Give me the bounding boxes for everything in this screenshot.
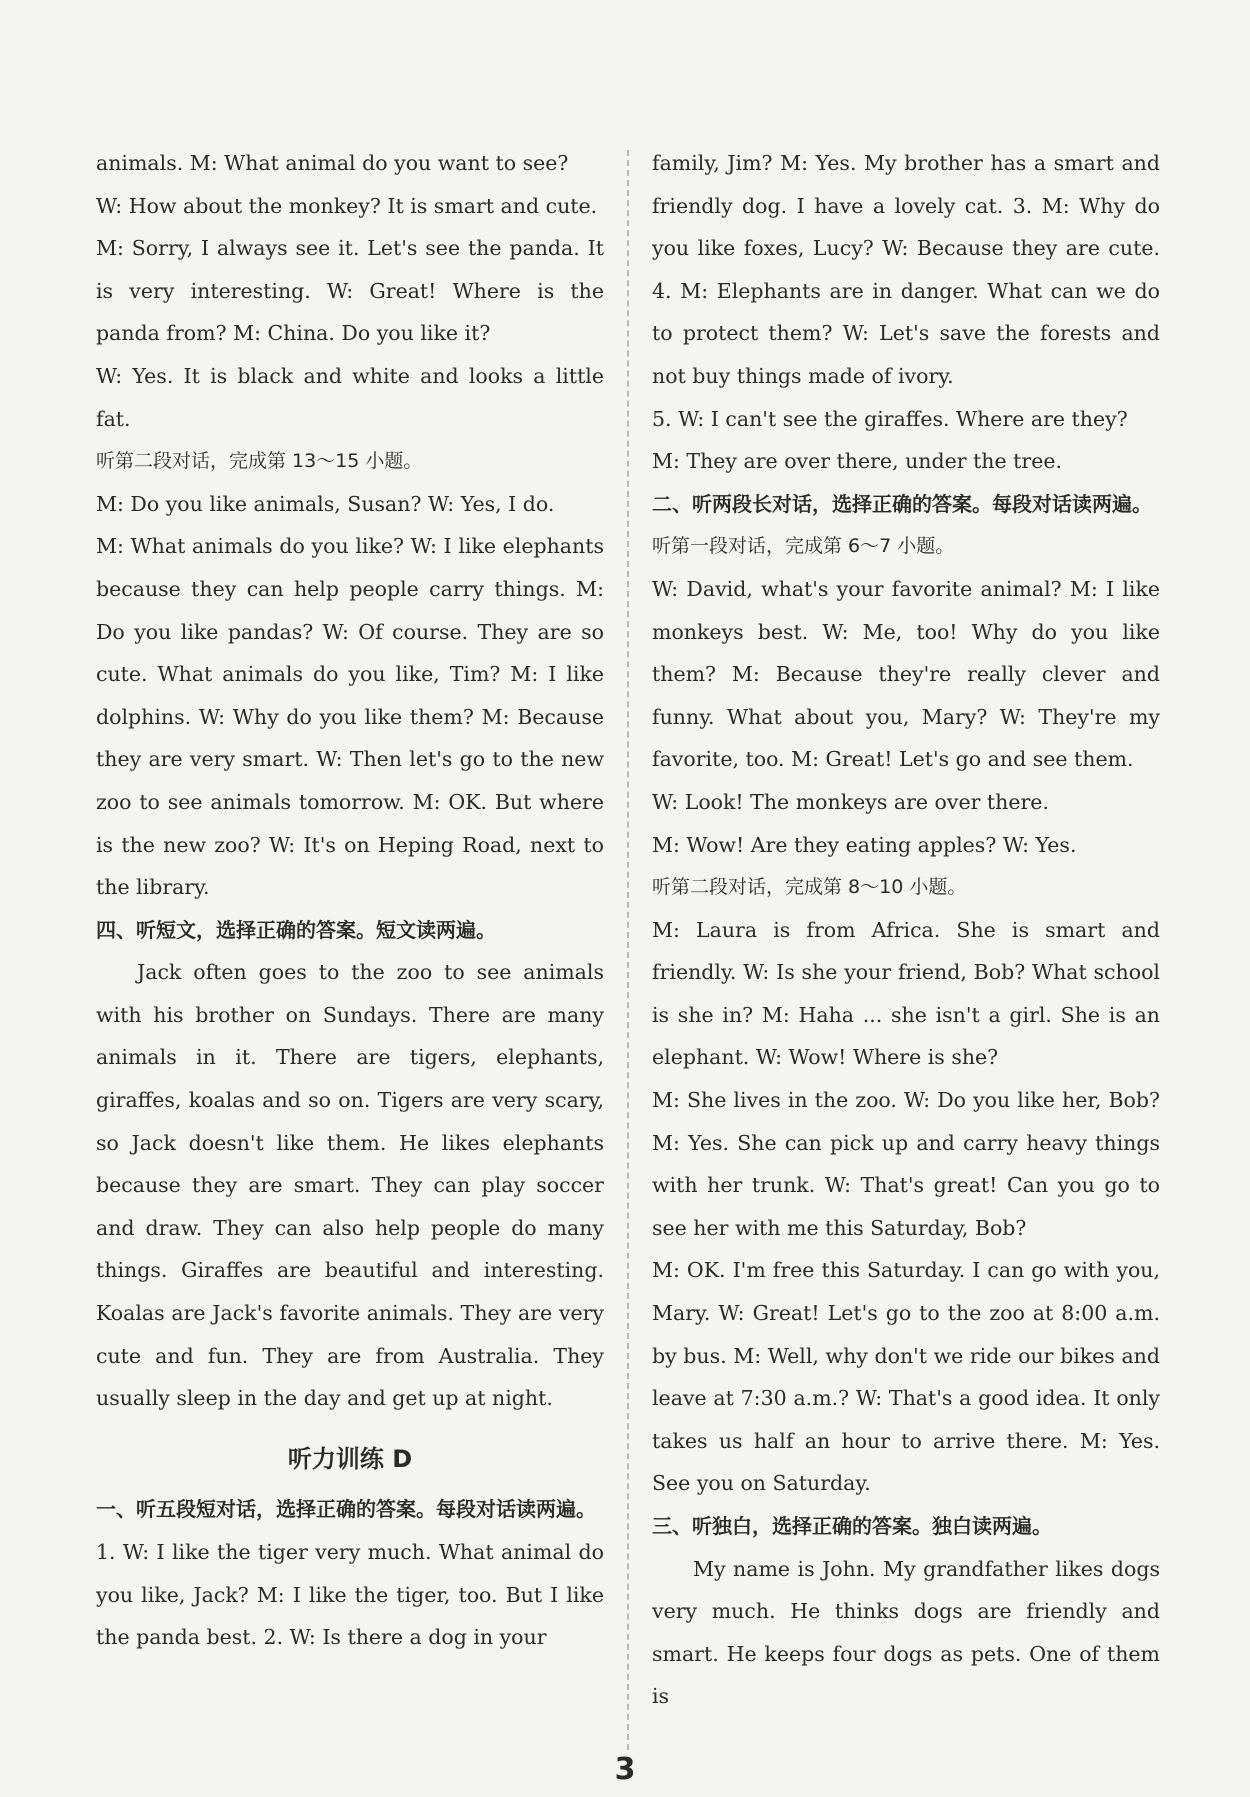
right-paragraph-6: M: Wow! Are they eating apples? W: Yes.: [652, 832, 1077, 857]
left-paragraph-4: W: Yes. It is black and white and looks a little fat.: [96, 363, 604, 431]
column-divider: [627, 150, 629, 1750]
right-paragraph-7: M: Laura is from Africa. She is smart and friendly. W: Is she your friend, Bob? What school is she in? M: Haha ... she isn't a girl. She is an elephant. W: Wow! Where is she?: [652, 917, 1160, 1070]
left-paragraph-3: M: Sorry, I always see it. Let's see the panda. It is very interesting. W: Great! Where is the panda from? M: China. Do you like it?: [96, 236, 604, 346]
right-instruction-1: 听第一段对话，完成第 6～7 小题。: [652, 535, 955, 558]
section-one-heading: 一、听五段短对话，选择正确的答案。每段对话读两遍。: [96, 1497, 596, 1522]
left-paragraph-2: W: How about the monkey? It is smart and cute.: [96, 193, 598, 218]
right-paragraph-1: family, Jim? M: Yes. My brother has a smart and friendly dog. I have a lovely cat. 3. M: Why do you like foxes, Lucy? W: Because they are cute. 4. M: Elephants are in danger. What can we do to protect them? W: Let's save the forests and not buy things made of ivory.: [652, 151, 1160, 388]
right-paragraph-9: M: OK. I'm free this Saturday. I can go with you, Mary. W: Great! Let's go to the zoo at 8:00 a.m. by bus. M: Well, why don't we ride our bikes and leave at 7:30 a.m.? W: That's a good idea. It only takes us half an hour to arrive there. M: Yes. See you on Saturday.: [652, 1258, 1160, 1496]
section-two-heading: 二、听两段长对话，选择正确的答案。每段对话读两遍。: [652, 491, 1152, 516]
page-number: 3: [614, 1752, 636, 1787]
right-paragraph-5: W: Look! The monkeys are over there.: [652, 789, 1049, 814]
left-paragraph-8: 1. W: I like the tiger very much. What animal do you like, Jack? M: I like the tiger, too. But I like the panda best. 2. W: Is there a dog in your: [96, 1540, 604, 1650]
right-column: [652, 142, 1160, 1718]
right-paragraph-8: M: She lives in the zoo. W: Do you like her, Bob? M: Yes. She can pick up and carry heavy things with her trunk. W: That's great! Can you go to see her with me this Saturday, Bob?: [652, 1088, 1160, 1240]
left-paragraph-1: animals. M: What animal do you want to see?: [96, 151, 569, 175]
left-paragraph-6: M: What animals do you like? W: I like elephants because they can help people carry things. M: Do you like pandas? W: Of course. They are so cute. What animals do you like, Tim? M: I like dolphins. W: Why do you like them? M: Because they are very smart. W: Then let's go to the new zoo to see animals tomorrow. M: OK. But where is the new zoo? W: It's on Heping Road, next to the library.: [96, 534, 604, 900]
right-paragraph-3: M: They are over there, under the tree.: [652, 449, 1062, 474]
right-paragraph-4: W: David, what's your favorite animal? M: I like monkeys best. W: Me, too! Why do you like them? M: Because they're really clever and funny. What about you, Mary? W: They're my favorite, too. M: Great! Let's go and see them.: [652, 576, 1160, 772]
section-four-heading: 四、听短文，选择正确的答案。短文读两遍。: [96, 917, 496, 942]
right-instruction-2: 听第二段对话，完成第 8～10 小题。: [652, 876, 967, 899]
left-column: [96, 142, 604, 1659]
right-passage: My name is John. My grandfather likes dogs very much. He thinks dogs are friendly and smart. He keeps four dogs as pets. One of them is: [652, 1556, 1160, 1709]
right-paragraph-2: 5. W: I can't see the giraffes. Where are they?: [652, 406, 1128, 431]
section-title: 听力训练 D: [287, 1444, 413, 1473]
section-three-heading: 三、听独白，选择正确的答案。独白读两遍。: [652, 1514, 1052, 1538]
left-passage: Jack often goes to the zoo to see animals with his brother on Sundays. There are many animals in it. There are tigers, elephants, giraffes, koalas and so on. Tigers are very scary, so Jack doesn't like them. He likes elephants because they are smart. They can play soccer and draw. They can also help people do many things. Giraffes are beautiful and interesting. Koalas are Jack's favorite animals. They are very cute and fun. They are from Australia. They usually sleep in the day and get up at night.: [96, 960, 604, 1411]
left-paragraph-5: M: Do you like animals, Susan? W: Yes, I do.: [96, 491, 555, 516]
left-instruction-1: 听第二段对话，完成第 13～15 小题。: [96, 450, 423, 473]
